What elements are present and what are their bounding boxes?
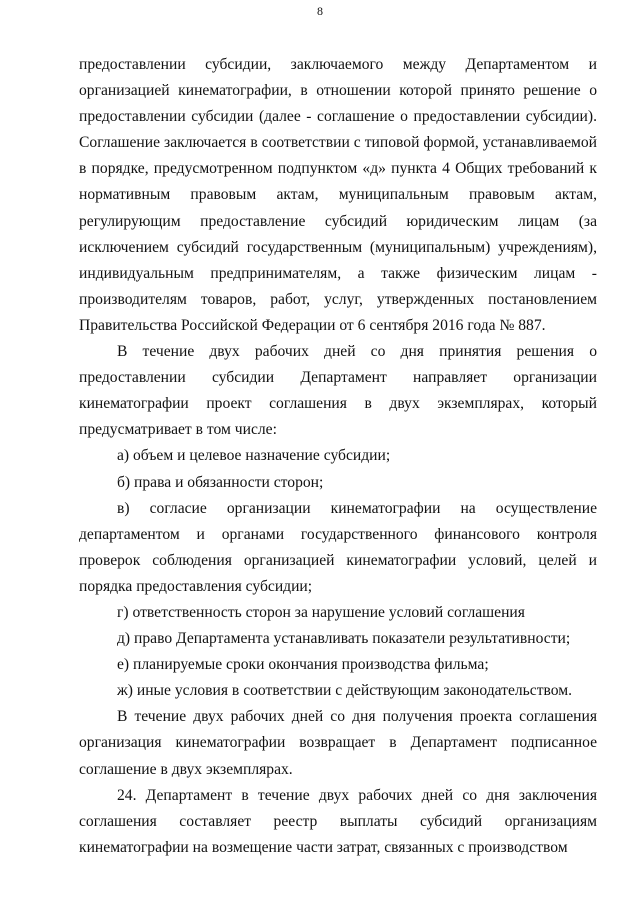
list-item-d: д) право Департамента устанавливать показатели результативности;	[117, 630, 571, 648]
list-item-a: а) объем и целевое назначение субсидии;	[117, 447, 391, 465]
paragraph-24-registry: 24. Департамент в течение двух рабочих дней со дня заключения соглашения составляет реестр выплаты субсидий организациям кинематографии на возмещение части затрат, связанных с производством	[79, 786, 597, 856]
list-item-g: г) ответственность сторон за нарушение условий соглашения	[117, 603, 525, 621]
paragraph-agreement-draft: В течение двух рабочих дней со дня принятия решения о предоставлении субсидии Департамент направляет организации кинематографии проект соглашения в двух экземплярах, который предусматривает в том числе:	[79, 343, 597, 439]
paragraph-subsidy-agreement: предоставлении субсидии, заключаемого между Департаментом и организацией кинематографии, в отношении которой принято решение о предоставлении субсидии (далее - соглашение о предоставлении субсидии). Соглашение заключается в соответствии с типовой формой, устанавливаемой в порядке, предусмотренном подпунктом «д» пункта 4 Общих требований к нормативным правовым актам, муниципальным правовым актам, регулирующим предоставление субсидий юридическим лицам (за исключением субсидий государственным (муниципальным) учреждениям), индивидуальным предпринимателям, а также физическим лицам - производителям товаров, работ, услуг, утвержденных постановлением Правительства Российской Федерации от 6 сентября 2016 года № 887.	[79, 56, 597, 334]
list-item-v: в) согласие организации кинематографии на осуществление департаментом и органами государственного финансового контроля проверок соблюдения организацией кинематографии условий, целей и порядка предоставления субсидии;	[79, 499, 597, 595]
list-item-zh: ж) иные условия в соответствии с действующим законодательством.	[117, 682, 573, 700]
list-item-e: е) планируемые сроки окончания производства фильма;	[117, 656, 489, 674]
paragraph-agreement-return: В течение двух рабочих дней со дня получения проекта соглашения организация кинематографии возвращает в Департамент подписанное соглашение в двух экземплярах.	[79, 708, 597, 778]
page-number: 8	[317, 4, 323, 18]
list-item-b: б) права и обязанности сторон;	[117, 473, 324, 491]
document-body	[79, 52, 597, 861]
